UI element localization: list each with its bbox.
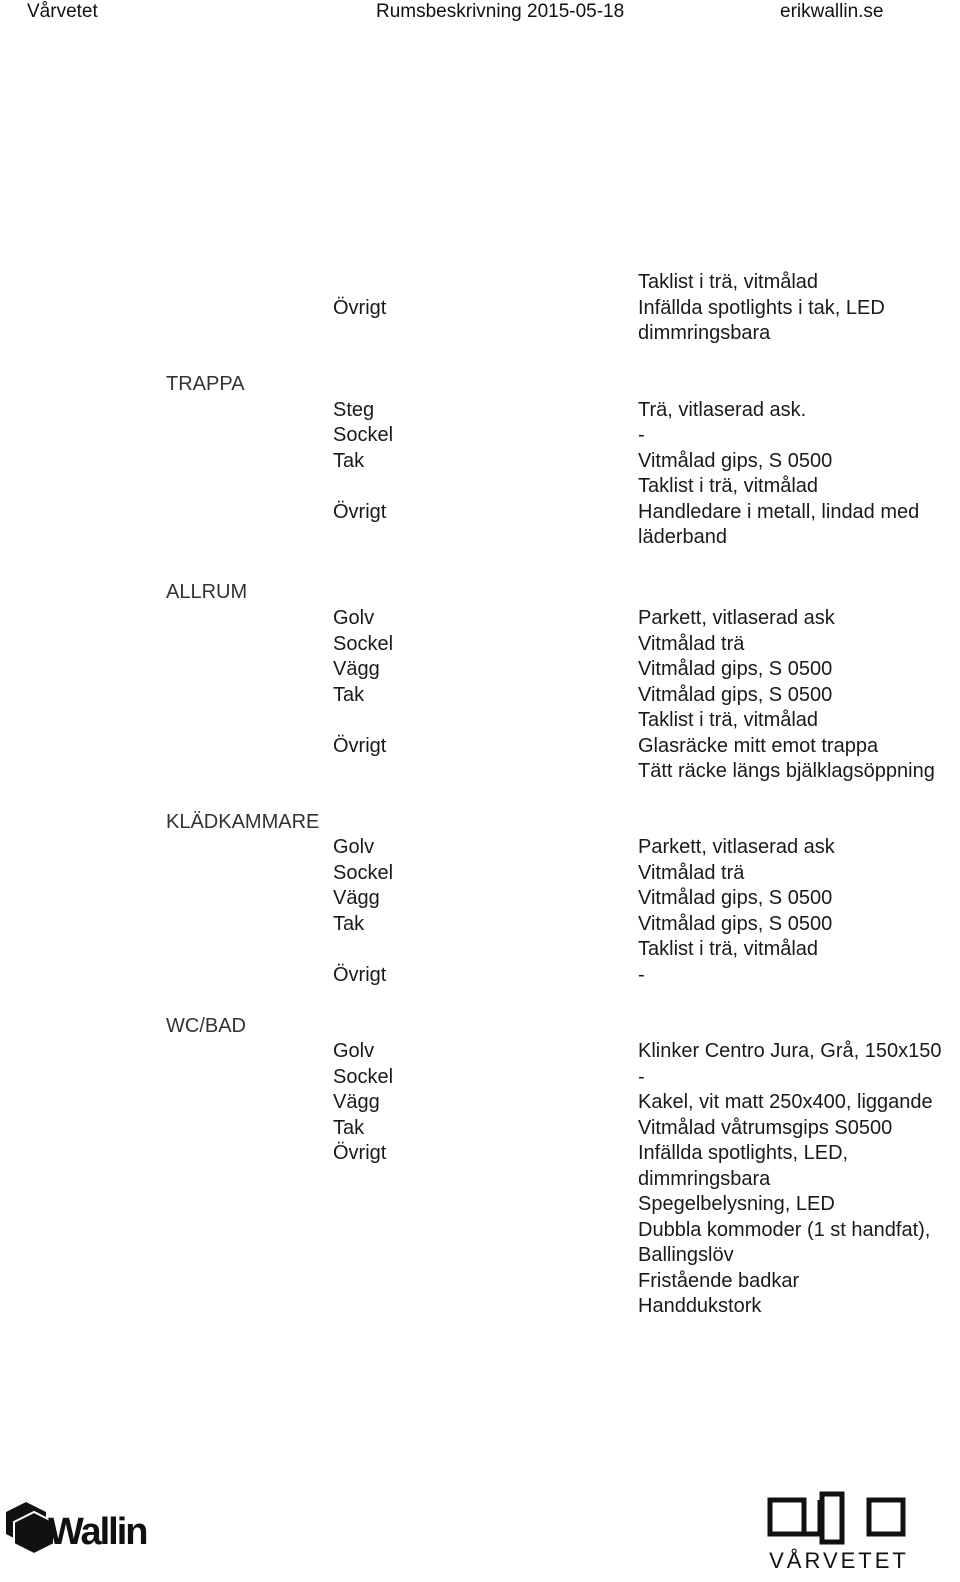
wcbad-label-golv: Golv	[333, 1040, 375, 1062]
top-value-2: Infällda spotlights i tak, LED	[638, 297, 885, 319]
kladkammare-value-vagg: Vitmålad gips, S 0500	[638, 887, 833, 909]
wcbad-label-vagg: Vägg	[333, 1091, 380, 1113]
allrum-label-ovrigt: Övrigt	[333, 735, 387, 757]
allrum-value-golv: Parkett, vitlaserad ask	[638, 607, 835, 629]
wallin-logo-mark	[4, 1500, 164, 1562]
wcbad-value-golv: Klinker Centro Jura, Grå, 150x150	[638, 1040, 942, 1062]
header-website: erikwallin.se	[780, 1, 884, 22]
allrum-label-golv: Golv	[333, 607, 375, 629]
trappa-value-tak-2: Taklist i trä, vitmålad	[638, 475, 819, 497]
kladkammare-label-sockel: Sockel	[333, 862, 394, 884]
trappa-value-steg: Trä, vitlaserad ask.	[638, 399, 807, 421]
varvetet-logo-text: VÅRVETET	[769, 1548, 909, 1573]
varvetet-square-1	[770, 1500, 804, 1534]
wcbad-value-vagg: Kakel, vit matt 250x400, liggande	[638, 1091, 933, 1113]
trappa-label-tak: Tak	[333, 450, 365, 472]
wcbad-label-sockel: Sockel	[333, 1066, 394, 1088]
allrum-value-tak: Vitmålad gips, S 0500	[638, 684, 833, 706]
top-value-3: dimmringsbara	[638, 322, 771, 344]
section-title-allrum: ALLRUM	[166, 581, 248, 603]
varvetet-logo-mark	[765, 1490, 915, 1576]
allrum-label-vagg: Vägg	[333, 658, 380, 680]
section-title-wcbad: WC/BAD	[166, 1015, 246, 1037]
varvetet-square-2	[869, 1500, 903, 1534]
allrum-value-ovrigt: Glasräcke mitt emot trappa	[638, 735, 879, 757]
wcbad-value-ovrigt-5: Ballingslöv	[638, 1244, 734, 1266]
allrum-label-tak: Tak	[333, 684, 365, 706]
varvetet-logo	[765, 1490, 915, 1576]
wcbad-value-ovrigt-2: dimmringsbara	[638, 1168, 771, 1190]
top-value-1: Taklist i trä, vitmålad	[638, 271, 819, 293]
kladkammare-value-ovrigt: -	[638, 964, 645, 986]
kladkammare-label-tak: Tak	[333, 913, 365, 935]
section-title-kladkammare: KLÄDKAMMARE	[166, 811, 320, 833]
wallin-logo	[4, 1500, 164, 1562]
wcbad-value-tak: Vitmålad våtrumsgips S0500	[638, 1117, 893, 1139]
kladkammare-value-tak: Vitmålad gips, S 0500	[638, 913, 833, 935]
wcbad-label-tak: Tak	[333, 1117, 365, 1139]
kladkammare-value-tak-2: Taklist i trä, vitmålad	[638, 938, 819, 960]
allrum-value-sockel: Vitmålad trä	[638, 633, 745, 655]
trappa-value-ovrigt-2: läderband	[638, 526, 727, 548]
kladkammare-value-sockel: Vitmålad trä	[638, 862, 745, 884]
kladkammare-label-vagg: Vägg	[333, 887, 380, 909]
trappa-label-steg: Steg	[333, 399, 375, 421]
trappa-value-tak: Vitmålad gips, S 0500	[638, 450, 833, 472]
header-project-name: Vårvetet	[27, 1, 98, 22]
wcbad-value-ovrigt-3: Spegelbelysning, LED	[638, 1193, 835, 1215]
allrum-value-ovrigt-2: Tätt räcke längs bjälklagsöppning	[638, 760, 935, 782]
wcbad-label-ovrigt: Övrigt	[333, 1142, 387, 1164]
trappa-label-sockel: Sockel	[333, 424, 394, 446]
trappa-label-ovrigt: Övrigt	[333, 501, 387, 523]
kladkammare-value-golv: Parkett, vitlaserad ask	[638, 836, 835, 858]
kladkammare-label-ovrigt: Övrigt	[333, 964, 387, 986]
top-label-ovrigt: Övrigt	[333, 297, 387, 319]
wallin-logo-text: Wallin	[48, 1511, 147, 1553]
wcbad-value-sockel: -	[638, 1066, 645, 1088]
wcbad-value-ovrigt-6: Fristående badkar	[638, 1270, 800, 1292]
header-document-title: Rumsbeskrivning 2015-05-18	[376, 1, 625, 22]
allrum-value-vagg: Vitmålad gips, S 0500	[638, 658, 833, 680]
allrum-label-sockel: Sockel	[333, 633, 394, 655]
varvetet-door	[822, 1494, 842, 1542]
wcbad-value-ovrigt-4: Dubbla kommoder (1 st handfat),	[638, 1219, 931, 1241]
allrum-value-tak-2: Taklist i trä, vitmålad	[638, 709, 819, 731]
wcbad-value-ovrigt: Infällda spotlights, LED,	[638, 1142, 849, 1164]
kladkammare-label-golv: Golv	[333, 836, 375, 858]
section-title-trappa: TRAPPA	[166, 373, 245, 395]
trappa-value-sockel: -	[638, 424, 645, 446]
wcbad-value-ovrigt-7: Handdukstork	[638, 1295, 762, 1317]
trappa-value-ovrigt: Handledare i metall, lindad med	[638, 501, 920, 523]
